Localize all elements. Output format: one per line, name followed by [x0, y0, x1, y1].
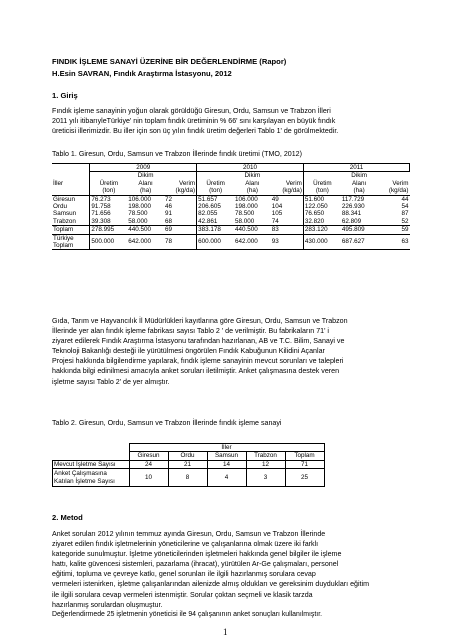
table2-caption: Tablo 2. Giresun, Ordu, Samsun ve Trabzon İllerinde fındık işleme sanayi: [52, 419, 282, 427]
table1-caption: Tablo 1. Giresun, Ordu, Samsun ve Trabzon İllerinde fındık üretimi (TMO, 2012): [52, 150, 302, 158]
column-header: Verim: [179, 179, 196, 187]
year-header: 2010: [197, 164, 304, 172]
column-header: Verim: [392, 179, 409, 187]
text-line: Anket soruları 2012 yılının temmuz ayında Giresun, Ordu, Samsun ve Trabzon İllerinde: [52, 530, 326, 538]
table-row: Samsun 71.656 78.500 91 82.055 78.500 105 76.650 88.341 87: [53, 210, 409, 218]
table-row: Ordu 91.758 198.000 46 206.605 198.000 104 122.050 226.930 54: [53, 203, 409, 211]
table-row: Anket Çalışmasına Katılan İşletme Sayısı 10 8 4 3 25: [53, 469, 325, 487]
table-row-turkiye: Türkiye Toplam 500.000 642.000 78 600.000 642.000 93 430.000 687.627 63: [53, 234, 409, 250]
text-line: Projesi hakkında bilgilendirme yapılarak, fındık işleme sanayinin mevcut sorunları ve talepleri: [52, 357, 344, 366]
intro-paragraph: [52, 106, 402, 136]
title-line-1: FINDIK İŞLEME SANAYİ ÜZERİNE BİR DEĞERLENDİRME (Rapor): [52, 57, 287, 66]
text-line: eğitimi, topluma ve çevreye katkı, genel sorunları ile ilgili hazırlanmış sorulara cevap: [52, 570, 316, 579]
factory-count-table: [52, 443, 325, 487]
text-line: kategoride sunulmuştur. İşletme yöneticilerinden işletmeleri hakkında genel bilgiler ile işleme: [52, 550, 342, 559]
column-header: Verim: [285, 179, 302, 187]
text-line: 2011 yılı itibarıyleTürkiye' nin toplam fındık üretiminin % 66' sını karşılayan en büyük fındık: [52, 117, 336, 126]
table-row: Trabzon 39.308 58.000 68 42.861 58.000 74 32.820 62.809 52: [53, 217, 409, 225]
table-row: Giresun 76.273 106.000 72 51.657 106.000 49 51.600 117.729 44: [53, 195, 409, 203]
method-paragraph: [52, 529, 402, 610]
column-header: Alanı: [351, 179, 367, 187]
text-line: hattı, kalite güvencesi sistemleri, pazarlama (ihracat), yürütülen Ar-Ge çalışmaları, personel: [52, 560, 339, 569]
year-header: 2009: [90, 164, 197, 172]
text-line: ziyaret edilen fındık işletmelerinin yöneticilerine ve çalışanlarına olmak üzere iki farklı: [52, 540, 319, 549]
column-header: Trabzon: [246, 452, 285, 460]
method-closing-line: Değerlendirmede 25 işletmenin yöneticisi ile 94 çalışanının anket sonuçları kullanılmıştır.: [52, 611, 323, 618]
column-header: Toplam: [285, 452, 324, 460]
page-number: 1: [223, 627, 228, 637]
text-line: İllerinde yer alan fındık işleme fabrikası sayısı Tablo 2 ' de verilmiştir. Bu fabrikaların 71' i: [52, 327, 329, 336]
section-heading-method: 2. Metod: [52, 513, 83, 522]
text-line: Gıda, Tarım ve Hayvancılık İl Müdürlükleri kayıtlarına göre Giresun, Ordu, Samsun ve Trabzon: [52, 317, 348, 325]
group-header: İller: [129, 444, 324, 452]
column-header: Üretim: [197, 180, 234, 187]
text-line: Teknoloji Bakanlığı desteği ile yürütülmesi öngörülen Fındık Kabuğunun Kilidini Açanlar: [52, 347, 325, 356]
table-row-total: Toplam 278.995 440.500 69 383.178 440.500 83 283.120 495.809 59: [53, 226, 409, 234]
text-line: hazırlanmış sorulardan oluşmuştur.: [52, 600, 163, 609]
text-line: üreticisi illerimizdir. Bu iller için son üç yılın fındık üretim değerleri Tablo 1' de görülmektedir.: [52, 127, 339, 136]
column-header: Ordu: [168, 452, 207, 460]
text-line: ile ilgili sorulara cevap vermeleri istenmiştir. Sorular çoktan seçmeli ve klasik tarzda: [52, 590, 313, 599]
year-header: 2011: [303, 164, 409, 172]
column-header: Samsun: [207, 452, 246, 460]
column-header: Üretim: [90, 180, 127, 187]
column-header: Giresun: [129, 452, 168, 460]
column-header: Üretim: [303, 180, 340, 187]
row-header-label: İller: [53, 179, 64, 187]
factory-paragraph: [52, 316, 402, 387]
production-table: 2009 2010 2011 Dikim Dikim Dikim İller Üretim Alanı Verim Üretim Alanı Verim Üretim Alanı Verim (ton) (ha) (kg/da) (ton) (ha) (kg/da) (ton) (ha) (kg/da) Giresun 76.273 106.000 72 51.657 106.000 49 51.600 117.729 44 Ordu 91.758 198.000 46 206.605 198.000 104 122.050 226.930 54 Samsun 71.656 78.500 91 82.055 78.500 105 76.650 88.341 87 Trabzon 39.308 58.000 68 42.861 58.000 74 32.820 62.809 52 Toplam 278.995 440.500 69 383.178 440.500 83 283.120 495.809 59 Türkiye Toplam 500.000 642.000 78 600.000 642.000 93 430.000 687.627 63: [53, 164, 409, 250]
report-title: [52, 56, 286, 80]
text-line: hakkında bilgi edinilmesi amacıyla anket soruları iletilmiştir. Anket çalışmasına destek veren: [52, 367, 340, 376]
title-line-2: H.Esin SAVRAN, Fındık Araştırma İstasyonu, 2012: [52, 69, 232, 78]
text-line: vermeleri istenirken, işletme çalışanlarından ailenizde almış oldukları ve gereksinim duydukları eğitim: [52, 580, 369, 589]
text-line: ziyaret edilerek Fındık Araştırma İstasyonu tarafından hazırlanan, AB ve T.C. Bilim, Sanayi ve: [52, 337, 345, 346]
column-header: Alanı: [138, 179, 153, 187]
text-line: işletme sayısı Tablo 2' de yer almıştır.: [52, 377, 170, 386]
section-heading-intro: 1. Giriş: [52, 91, 78, 100]
text-line: Fındık işleme sanayinin yoğun olarak görüldüğü Giresun, Ordu, Samsun ve Trabzon İlleri: [52, 107, 331, 115]
column-header: Alanı: [245, 179, 260, 187]
table-row: Mevcut İşletme Sayısı 24 21 14 12 71: [53, 460, 325, 468]
